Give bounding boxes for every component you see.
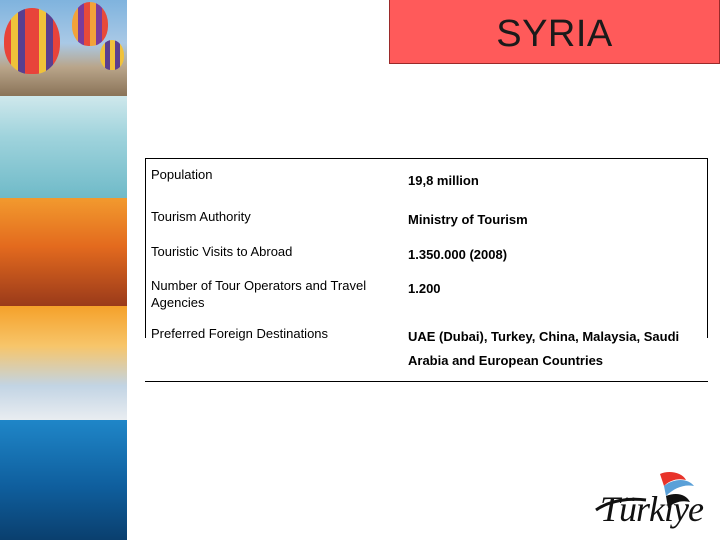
sunset-cliff-photo — [0, 306, 127, 420]
row-label: Tourism Authority — [151, 209, 251, 224]
table-row — [145, 201, 708, 236]
table-row — [145, 318, 708, 382]
hot-air-balloon — [4, 8, 60, 74]
row-value: Ministry of Tourism — [408, 212, 528, 227]
pamukkale-photo — [0, 96, 127, 198]
row-label: Touristic Visits to Abroad — [151, 244, 293, 259]
photo-strip — [0, 0, 127, 540]
table-row — [145, 270, 708, 318]
table-row — [145, 236, 708, 270]
logo-wordmark: Türkiye — [600, 489, 703, 529]
row-value: 1.200 — [408, 281, 441, 296]
diving-photo — [0, 420, 127, 540]
row-value: UAE (Dubai), Turkey, China, Malaysia, Saudi Arabia and European Countries — [408, 329, 680, 368]
row-label: Population — [151, 167, 213, 182]
hot-air-balloon — [72, 2, 108, 46]
turkiye-logo — [590, 470, 716, 536]
row-label: Number of Tour Operators and Travel Agencies — [151, 278, 367, 310]
table-row — [145, 159, 708, 202]
row-value: 19,8 million — [408, 173, 479, 188]
row-label: Preferred Foreign Destinations — [151, 326, 329, 341]
nemrut-photo — [0, 198, 127, 306]
info-table — [145, 158, 708, 382]
hot-air-balloon — [100, 40, 124, 70]
page-title: SYRIA — [496, 13, 613, 55]
title-banner — [389, 0, 720, 64]
row-value: 1.350.000 (2008) — [408, 247, 508, 262]
balloon-photo — [0, 0, 127, 96]
